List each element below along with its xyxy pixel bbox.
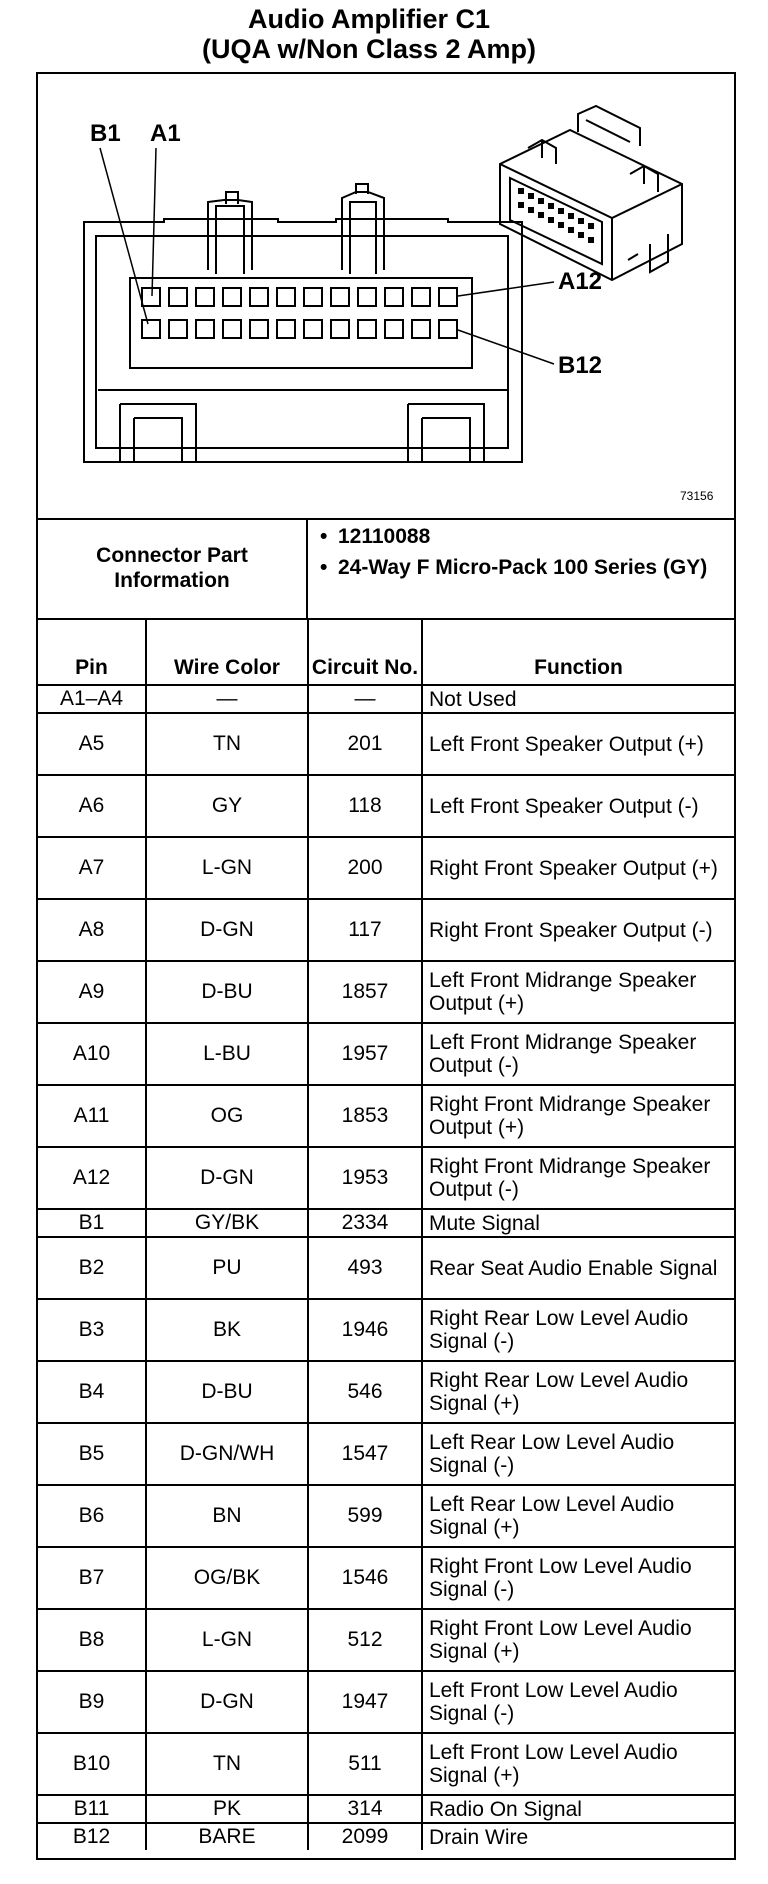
table-row	[38, 713, 734, 775]
function-cell: Left Rear Low Level Audio Signal (+)	[422, 1485, 734, 1547]
table-row	[38, 1147, 734, 1209]
table-row	[38, 1423, 734, 1485]
wire-color-cell: PK	[146, 1795, 308, 1823]
table-row	[38, 1671, 734, 1733]
circuit-cell: 1857	[308, 961, 422, 1023]
circuit-cell: 493	[308, 1237, 422, 1299]
table-row	[38, 1085, 734, 1147]
function-cell: Right Front Low Level Audio Signal (+)	[422, 1609, 734, 1671]
function-cell: Left Front Speaker Output (-)	[422, 775, 734, 837]
circuit-cell: 201	[308, 713, 422, 775]
page-title	[0, 4, 738, 64]
pin-cell: B11	[38, 1795, 146, 1823]
wire-color-cell: TN	[146, 713, 308, 775]
wire-color-cell: BK	[146, 1299, 308, 1361]
function-cell: Mute Signal	[422, 1209, 734, 1237]
function-cell: Right Front Midrange Speaker Output (-)	[422, 1147, 734, 1209]
pin-cell: B6	[38, 1485, 146, 1547]
table-row	[38, 961, 734, 1023]
circuit-cell: 314	[308, 1795, 422, 1823]
function-cell: Drain Wire	[422, 1823, 734, 1850]
pin-cell: A8	[38, 899, 146, 961]
pin-cell: A5	[38, 713, 146, 775]
circuit-cell: 1546	[308, 1547, 422, 1609]
function-cell: Left Rear Low Level Audio Signal (-)	[422, 1423, 734, 1485]
wire-color-cell: OG/BK	[146, 1547, 308, 1609]
table-row	[38, 1795, 734, 1823]
circuit-cell: 1957	[308, 1023, 422, 1085]
figure-id: 73156	[680, 489, 714, 503]
wire-color-cell: PU	[146, 1237, 308, 1299]
pin-cell: A7	[38, 837, 146, 899]
pin-cell: A10	[38, 1023, 146, 1085]
title-line-1: Audio Amplifier C1	[247, 4, 490, 34]
circuit-cell: 1853	[308, 1085, 422, 1147]
pin-label-a12: A12	[558, 268, 603, 295]
function-cell: Right Front Speaker Output (-)	[422, 899, 734, 961]
pinout-table	[38, 620, 734, 1850]
connector-face-drawing	[38, 74, 734, 518]
wire-color-cell: D-GN	[146, 899, 308, 961]
circuit-cell: 117	[308, 899, 422, 961]
pin-cell: B4	[38, 1361, 146, 1423]
connector-part-info	[38, 518, 734, 620]
circuit-cell: 1946	[308, 1299, 422, 1361]
pin-cell: B2	[38, 1237, 146, 1299]
header-pin: Pin	[38, 620, 146, 685]
pin-cell: B1	[38, 1209, 146, 1237]
wire-color-cell: BN	[146, 1485, 308, 1547]
circuit-cell: 546	[308, 1361, 422, 1423]
wire-color-cell: D-BU	[146, 1361, 308, 1423]
wire-color-cell: OG	[146, 1085, 308, 1147]
pin-label-a1: A1	[150, 120, 181, 147]
part-number: • 12110088	[316, 524, 726, 549]
circuit-cell: 1947	[308, 1671, 422, 1733]
table-row	[38, 1237, 734, 1299]
table-row	[38, 1485, 734, 1547]
function-cell: Left Front Low Level Audio Signal (+)	[422, 1733, 734, 1795]
table-row	[38, 775, 734, 837]
pin-cell: B8	[38, 1609, 146, 1671]
circuit-cell: 1953	[308, 1147, 422, 1209]
pin-cell: B12	[38, 1823, 146, 1850]
table-row	[38, 1733, 734, 1795]
table-header-row	[38, 620, 734, 685]
wire-color-cell: D-GN	[146, 1671, 308, 1733]
connector-diagram	[38, 74, 734, 520]
function-cell: Right Front Low Level Audio Signal (-)	[422, 1547, 734, 1609]
wire-color-cell: GY	[146, 775, 308, 837]
table-row	[38, 1609, 734, 1671]
pin-cell: B3	[38, 1299, 146, 1361]
pin-cell: A9	[38, 961, 146, 1023]
pin-label-b12: B12	[558, 352, 603, 379]
wire-color-cell: L-GN	[146, 1609, 308, 1671]
pin-cell: A11	[38, 1085, 146, 1147]
wire-color-cell: D-GN/WH	[146, 1423, 308, 1485]
title-line-2: (UQA w/Non Class 2 Amp)	[201, 34, 537, 64]
wire-color-cell: D-GN	[146, 1147, 308, 1209]
wire-color-cell: BARE	[146, 1823, 308, 1850]
wire-color-cell: GY/BK	[146, 1209, 308, 1237]
table-row	[38, 1299, 734, 1361]
wire-color-cell: L-GN	[146, 837, 308, 899]
table-row	[38, 1361, 734, 1423]
table-row	[38, 1547, 734, 1609]
circuit-cell: 599	[308, 1485, 422, 1547]
circuit-cell: 1547	[308, 1423, 422, 1485]
table-row	[38, 837, 734, 899]
connector-info-list	[316, 524, 726, 586]
circuit-cell: 511	[308, 1733, 422, 1795]
wire-color-cell: —	[146, 685, 308, 713]
function-cell: Left Front Midrange Speaker Output (-)	[422, 1023, 734, 1085]
function-cell: Right Front Speaker Output (+)	[422, 837, 734, 899]
table-row	[38, 899, 734, 961]
pin-cell: B5	[38, 1423, 146, 1485]
wire-color-cell: TN	[146, 1733, 308, 1795]
pin-cell: A1–A4	[38, 685, 146, 713]
circuit-cell: 200	[308, 837, 422, 899]
function-cell: Left Front Midrange Speaker Output (+)	[422, 961, 734, 1023]
header-wire-color: Wire Color	[146, 620, 308, 685]
circuit-cell: —	[308, 685, 422, 713]
pin-cell: A12	[38, 1147, 146, 1209]
wire-color-cell: D-BU	[146, 961, 308, 1023]
table-row	[38, 1823, 734, 1850]
function-cell: Left Front Speaker Output (+)	[422, 713, 734, 775]
function-cell: Right Front Midrange Speaker Output (+)	[422, 1085, 734, 1147]
pin-cell: A6	[38, 775, 146, 837]
table-row	[38, 685, 734, 713]
connector-frame	[36, 72, 736, 1860]
pin-label-b1: B1	[90, 120, 121, 147]
table-row	[38, 1209, 734, 1237]
table-row	[38, 1023, 734, 1085]
connector-info-heading: Connector Part Information	[38, 518, 308, 618]
circuit-cell: 2099	[308, 1823, 422, 1850]
function-cell: Right Rear Low Level Audio Signal (+)	[422, 1361, 734, 1423]
header-function: Function	[422, 620, 734, 685]
function-cell: Left Front Low Level Audio Signal (-)	[422, 1671, 734, 1733]
circuit-cell: 512	[308, 1609, 422, 1671]
connector-type: • 24-Way F Micro-Pack 100 Series (GY)	[316, 555, 726, 580]
function-cell: Right Rear Low Level Audio Signal (-)	[422, 1299, 734, 1361]
circuit-cell: 118	[308, 775, 422, 837]
function-cell: Rear Seat Audio Enable Signal	[422, 1237, 734, 1299]
header-circuit-no: Circuit No.	[308, 620, 422, 685]
function-cell: Radio On Signal	[422, 1795, 734, 1823]
pin-cell: B7	[38, 1547, 146, 1609]
pin-cell: B10	[38, 1733, 146, 1795]
pin-cell: B9	[38, 1671, 146, 1733]
circuit-cell: 2334	[308, 1209, 422, 1237]
wire-color-cell: L-BU	[146, 1023, 308, 1085]
function-cell: Not Used	[422, 685, 734, 713]
